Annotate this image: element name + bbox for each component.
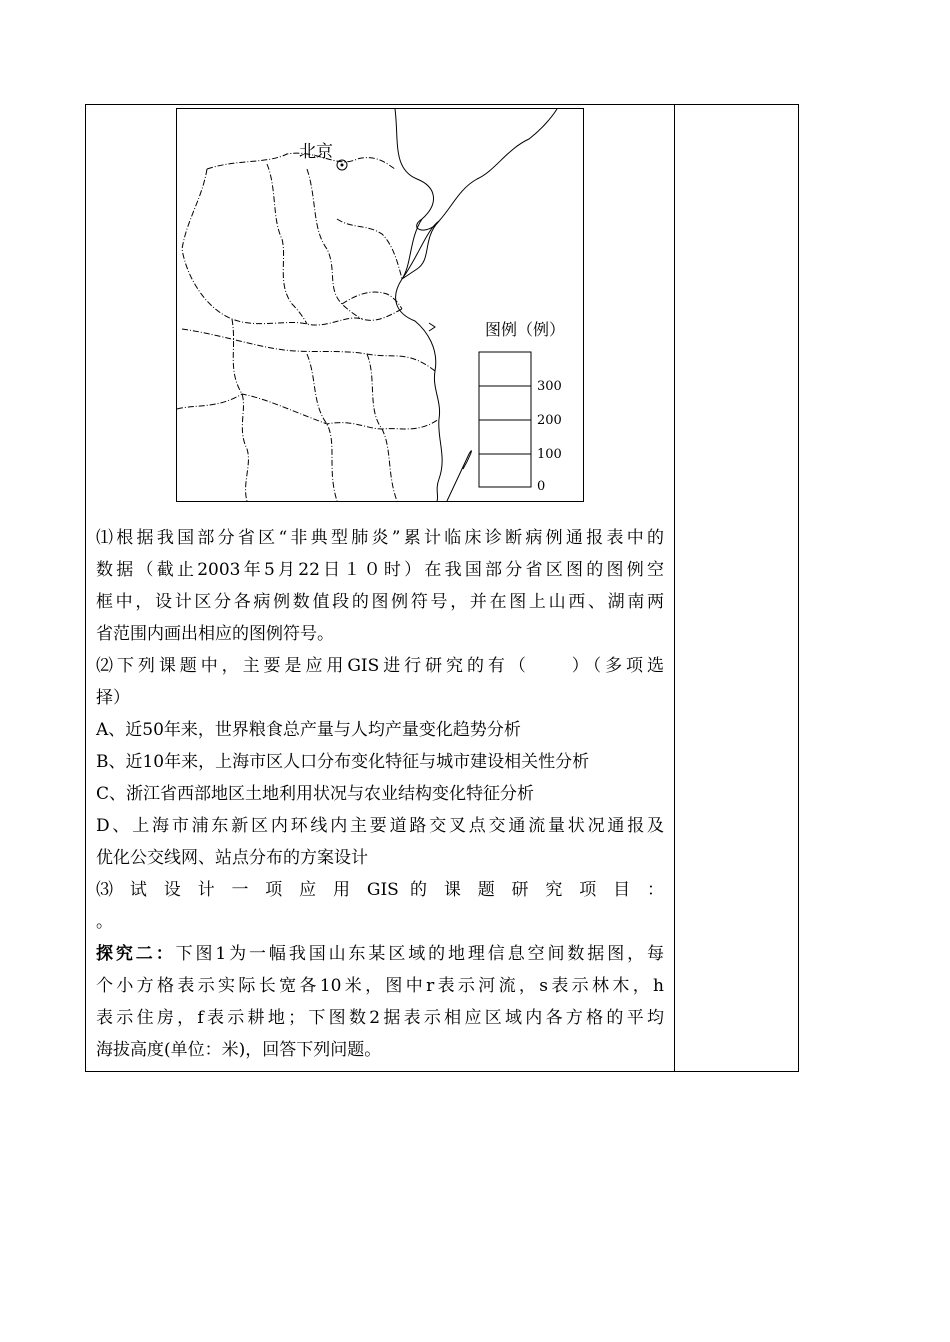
shanghai-marker <box>429 323 435 331</box>
border-7 <box>307 354 337 501</box>
column-divider <box>674 104 675 1072</box>
legend-title: 图例（例） <box>485 320 566 339</box>
beijing-label: 北京 <box>299 142 333 162</box>
inquiry2-line: 个小方格表示实际长宽各10米，图中r表示河流，s表示林木，h <box>96 976 664 996</box>
border-9 <box>177 394 439 429</box>
q2-line: 择） <box>96 688 130 708</box>
coastline-east <box>396 219 443 501</box>
inquiry2-heading: 探究二： <box>96 944 176 964</box>
border-5 <box>182 329 435 371</box>
q3-end: 。 <box>96 912 113 932</box>
border-10 <box>337 219 402 279</box>
border-3 <box>267 164 307 324</box>
question-content <box>96 522 664 1066</box>
inquiry2-line: 海拔高度(单位：米)，回答下列问题。 <box>96 1040 382 1060</box>
legend-tick-100: 100 <box>537 447 562 462</box>
q2-option-c: C、浙江省西部地区土地利用状况与农业结构变化特征分析 <box>96 784 535 804</box>
q2-line: ⑵下列课题中，主要是应用GIS进行研究的有（ ）（多项选 <box>96 656 664 676</box>
legend-tick-300: 300 <box>537 379 562 394</box>
province-map <box>176 108 584 502</box>
map-drawing <box>177 109 583 501</box>
inquiry2-text: 下图1为一幅我国山东某区域的地理信息空间数据图，每 <box>175 944 665 964</box>
q2-option-d: D、上海市浦东新区内环线内主要道路交叉点交通流量状况通报及 <box>96 816 664 836</box>
q1-line: 数据（截止2003年5月22日１０时）在我国部分省区图的图例空 <box>96 560 664 580</box>
legend-tick-0: 0 <box>537 479 546 494</box>
q1-line: 框中，设计区分各病例数值段的图例符号，并在图上山西、湖南两 <box>96 592 664 612</box>
legend-tick-200: 200 <box>537 413 562 428</box>
q3-line: ⑶ 试 设 计 一 项 应 用 GIS 的 课 题 研 究 项 目 ： <box>96 880 664 900</box>
q2-option-d: 优化公交线网、站点分布的方案设计 <box>96 848 368 868</box>
border-4 <box>307 169 362 319</box>
coastline-north <box>395 109 557 230</box>
q2-option-b: B、近10年来，上海市区人口分布变化特征与城市建设相关性分析 <box>96 752 590 772</box>
border-2 <box>182 169 402 325</box>
q1-line: 省范围内画出相应的图例符号。 <box>96 624 334 644</box>
border-11 <box>342 292 402 309</box>
border-6 <box>232 319 248 501</box>
inquiry2-first-line <box>96 938 664 970</box>
inquiry2-line: 表示住房，f表示耕地；下图数2据表示相应区域内各方格的平均 <box>96 1008 664 1028</box>
coastline-island <box>447 451 471 501</box>
q1-line: ⑴根据我国部分省区“非典型肺炎”累计临床诊断病例通报表中的 <box>96 528 664 548</box>
q2-option-a: A、近50年来，世界粮食总产量与人均产量变化趋势分析 <box>96 720 521 740</box>
